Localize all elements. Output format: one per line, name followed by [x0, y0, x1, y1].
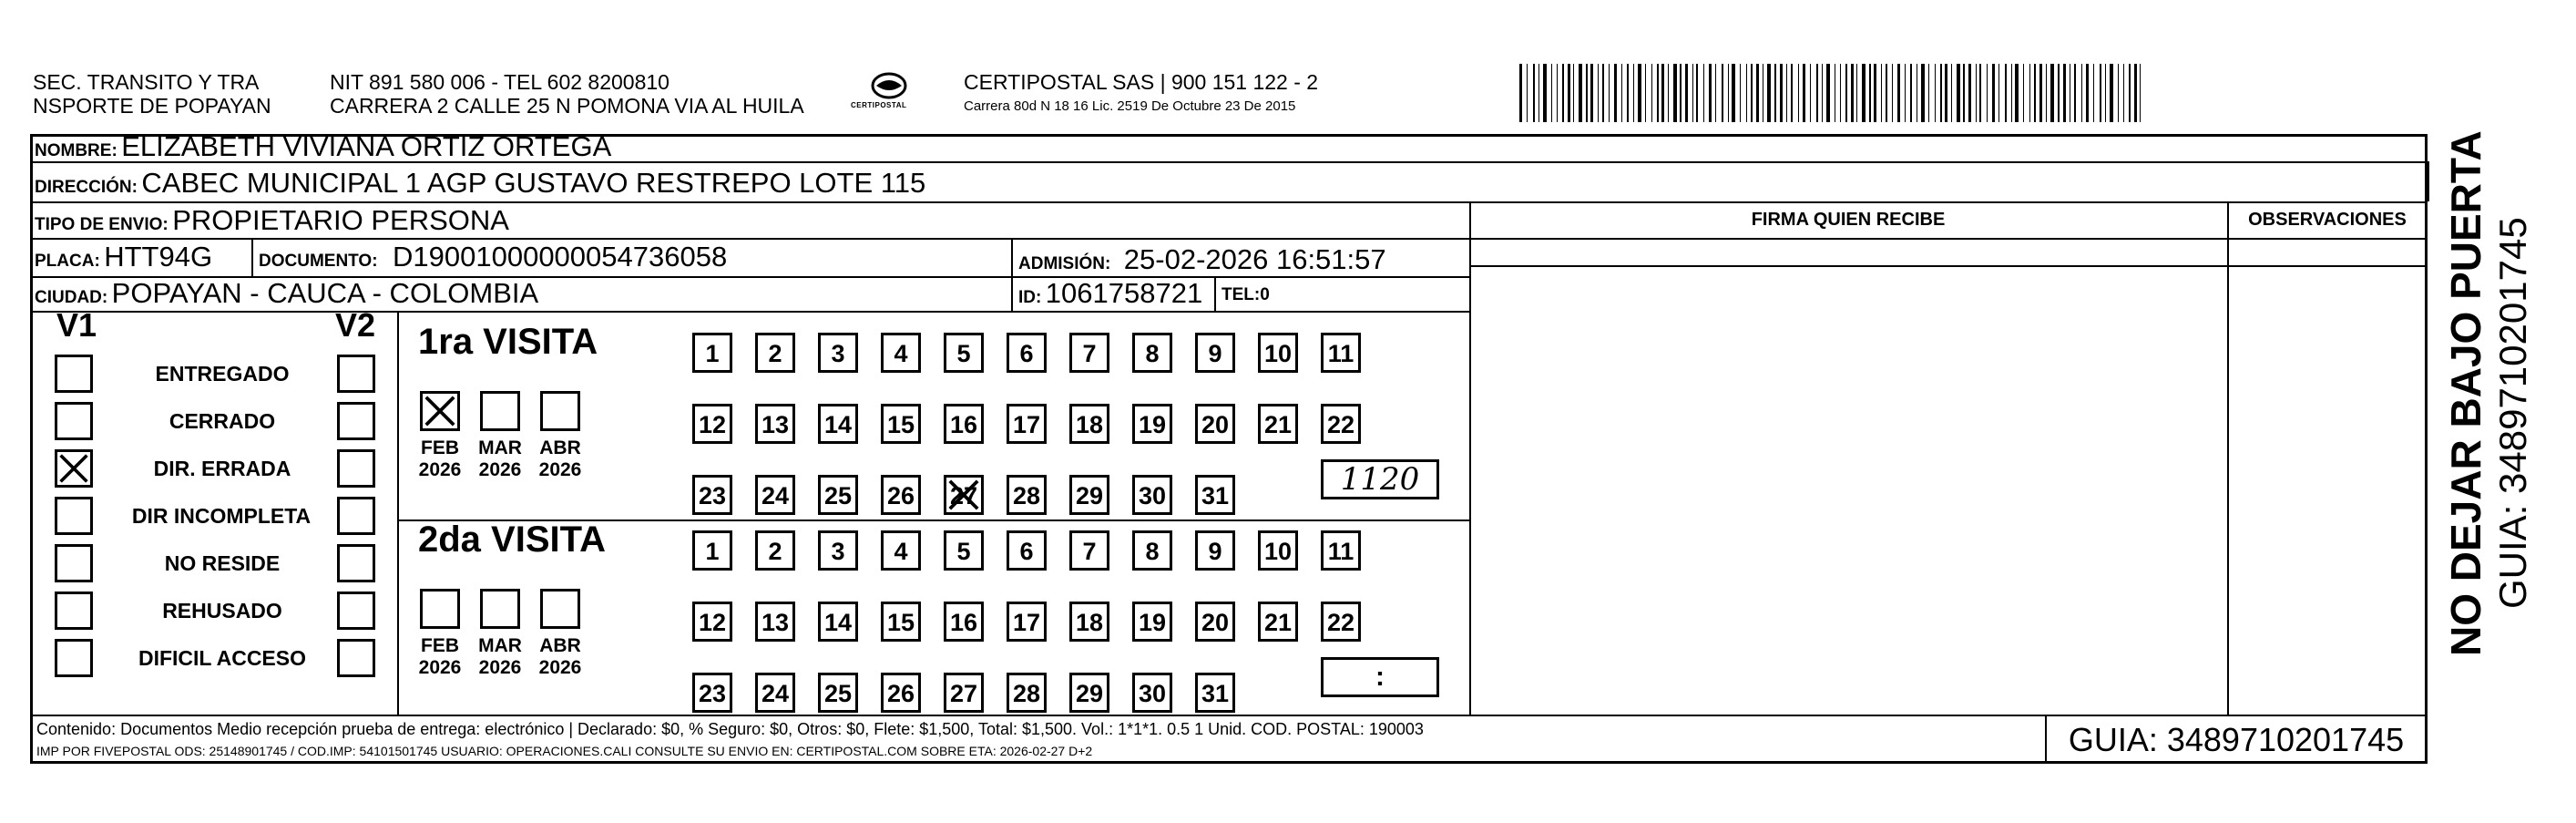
visit-2-month-abr-checkbox[interactable]: [540, 589, 580, 629]
visit-2-day-31[interactable]: 31: [1195, 673, 1235, 713]
tel-label: TEL:: [1222, 285, 1261, 304]
visit-1-title: 1ra VISITA: [418, 322, 598, 362]
visit-1-day-7[interactable]: 7: [1069, 333, 1109, 373]
visit-2-day-23[interactable]: 23: [692, 673, 732, 713]
visit-2-time-field[interactable]: [1321, 657, 1439, 697]
id-value: 1061758721: [1045, 277, 1203, 309]
id-cell: [1018, 277, 1202, 315]
visit-2-day-4[interactable]: 4: [881, 530, 921, 571]
visit-2-day-1[interactable]: 1: [692, 530, 732, 571]
courier-logo: [847, 66, 931, 120]
visit-1-year-label: 2026: [478, 459, 522, 480]
visit-1-day-29[interactable]: 29: [1069, 475, 1109, 515]
courier-name: CERTIPOSTAL SAS | 900 151 122 - 2: [964, 70, 1319, 94]
visit-2-year-label: 2026: [538, 657, 582, 678]
status-option-label: DIFICIL ACCESO: [138, 646, 306, 670]
visit-1-day-9[interactable]: 9: [1195, 333, 1235, 373]
side-guia: GUIA: 3489710201745: [2491, 217, 2534, 609]
visit-2-day-2[interactable]: 2: [755, 530, 795, 571]
visit-2-time-value: :: [1375, 662, 1385, 692]
visit-1-day-17[interactable]: 17: [1007, 404, 1047, 444]
visit-1-day-19[interactable]: 19: [1132, 404, 1172, 444]
observaciones-area[interactable]: [2230, 268, 2426, 713]
visit-1-day-21[interactable]: 21: [1258, 404, 1298, 444]
visit-1-day-8[interactable]: 8: [1132, 333, 1172, 373]
col-divider: [1469, 201, 1471, 715]
col-divider: [2227, 201, 2229, 715]
tipo-envio-row: [35, 204, 509, 242]
admision-label: ADMISIÓN:: [1018, 254, 1111, 273]
v1-checkbox[interactable]: [55, 639, 93, 677]
direccion-value: CABEC MUNICIPAL 1 AGP GUSTAVO RESTREPO LOTE 115: [141, 167, 926, 199]
visit-1-day-3[interactable]: 3: [818, 333, 858, 373]
col-divider: [2428, 161, 2429, 201]
visit-2-day-18[interactable]: 18: [1069, 602, 1109, 642]
visit-1-day-5[interactable]: 5: [944, 333, 984, 373]
visit-2-day-9[interactable]: 9: [1195, 530, 1235, 571]
visit-2-month-mar-checkbox[interactable]: [480, 589, 520, 629]
col-divider: [1011, 276, 1013, 311]
v1-checkbox[interactable]: [55, 497, 93, 535]
visit-2-day-27[interactable]: 27: [944, 673, 984, 713]
visit-1-day-4[interactable]: 4: [881, 333, 921, 373]
visit-2-day-14[interactable]: 14: [818, 602, 858, 642]
visit-2-month-label: MAR: [478, 635, 522, 656]
visit-2-day-7[interactable]: 7: [1069, 530, 1109, 571]
status-option-label: NO RESIDE: [164, 551, 281, 575]
visit-2-day-22[interactable]: 22: [1321, 602, 1361, 642]
visit-1-day-1[interactable]: 1: [692, 333, 732, 373]
visit-2-day-30[interactable]: 30: [1132, 673, 1172, 713]
visit-2-title: 2da VISITA: [418, 520, 606, 560]
visit-2-day-28[interactable]: 28: [1007, 673, 1047, 713]
visit-1-month-mar-checkbox[interactable]: [480, 391, 520, 431]
sender-line-2: NSPORTE DE POPAYAN: [33, 94, 271, 118]
visit-2-month-label: ABR: [539, 635, 581, 656]
visit-1-day-25[interactable]: 25: [818, 475, 858, 515]
visit-1-day-16[interactable]: 16: [944, 404, 984, 444]
documento-value: D19001000000054736058: [393, 241, 728, 273]
row-divider: [30, 715, 2428, 716]
visit-1-day-31[interactable]: 31: [1195, 475, 1235, 515]
visit-2-day-29[interactable]: 29: [1069, 673, 1109, 713]
visit-2-day-8[interactable]: 8: [1132, 530, 1172, 571]
visit-1-day-30[interactable]: 30: [1132, 475, 1172, 515]
visit-1-day-26[interactable]: 26: [881, 475, 921, 515]
ciudad-value: POPAYAN - CAUCA - COLOMBIA: [111, 277, 539, 309]
footer-imp-line: IMP POR FIVEPOSTAL ODS: 25148901745 / COD.IMP: 54101501745 USUARIO: OPERACIONES.CALI CONSULTE SU ENVIO EN: CERTIPOSTAL.COM SOBRE ETA: 2026-02-27 D+2: [36, 744, 1093, 758]
courier-address: Carrera 80d N 18 16 Lic. 2519 De Octubre 23 De 2015: [964, 98, 1296, 114]
firma-label: FIRMA QUIEN RECIBE: [1751, 210, 1946, 230]
v1-label: V1: [56, 306, 97, 344]
visit-1-day-13[interactable]: 13: [755, 404, 795, 444]
tel-value: 0: [1260, 285, 1270, 304]
visit-2-day-21[interactable]: 21: [1258, 602, 1298, 642]
visit-1-day-18[interactable]: 18: [1069, 404, 1109, 444]
visit-2-month-label: FEB: [421, 635, 459, 656]
visit-2-day-19[interactable]: 19: [1132, 602, 1172, 642]
id-label: ID:: [1018, 288, 1042, 307]
visit-2-day-20[interactable]: 20: [1195, 602, 1235, 642]
tel-cell: [1222, 279, 1270, 313]
tipo-envio-value: PROPIETARIO PERSONA: [172, 204, 509, 236]
v2-label: V2: [335, 306, 376, 344]
visit-2-day-11[interactable]: 11: [1321, 530, 1361, 571]
visit-2-day-5[interactable]: 5: [944, 530, 984, 571]
documento-cell: [259, 241, 727, 279]
visit-2-year-label: 2026: [418, 657, 462, 678]
footer-guia: GUIA: 3489710201745: [2068, 721, 2405, 758]
v1-checkbox[interactable]: [55, 402, 93, 440]
visit-1-day-10[interactable]: 10: [1258, 333, 1298, 373]
row-divider: [1469, 265, 2428, 267]
visit-1-day-22[interactable]: 22: [1321, 404, 1361, 444]
v2-checkbox[interactable]: [337, 449, 375, 488]
visit-2-day-13[interactable]: 13: [755, 602, 795, 642]
courier-logo-text: CERTIPOSTAL: [851, 101, 907, 109]
visit-2-day-6[interactable]: 6: [1007, 530, 1047, 571]
v1-checkbox[interactable]: [55, 355, 93, 393]
visit-1-day-23[interactable]: 23: [692, 475, 732, 515]
v1-checkbox-checked[interactable]: [55, 449, 93, 488]
v2-checkbox[interactable]: [337, 355, 375, 393]
v2-checkbox[interactable]: [337, 592, 375, 630]
visit-1-day-24[interactable]: 24: [755, 475, 795, 515]
visit-1-month-abr-checkbox[interactable]: [540, 391, 580, 431]
v2-checkbox[interactable]: [337, 544, 375, 582]
v2-checkbox[interactable]: [337, 497, 375, 535]
barcode: [1518, 64, 2144, 122]
visit-1-time-field[interactable]: [1321, 459, 1439, 499]
visit-1-day-28[interactable]: 28: [1007, 475, 1047, 515]
nombre-label: NOMBRE:: [35, 141, 118, 160]
direccion-row: [35, 167, 925, 205]
visit-2-day-26[interactable]: 26: [881, 673, 921, 713]
status-option-label: ENTREGADO: [155, 362, 290, 386]
visit-2-day-10[interactable]: 10: [1258, 530, 1298, 571]
visit-2-day-15[interactable]: 15: [881, 602, 921, 642]
visit-1-month-label: FEB: [421, 437, 459, 458]
admision-cell: [1018, 243, 1386, 282]
ciudad-cell: [35, 277, 538, 315]
visit-1-day-11[interactable]: 11: [1321, 333, 1361, 373]
visit-2-day-17[interactable]: 17: [1007, 602, 1047, 642]
observaciones-label: OBSERVACIONES: [2248, 210, 2407, 230]
visit-2-day-24[interactable]: 24: [755, 673, 795, 713]
footer-contenido: Contenido: Documentos Medio recepción prueba de entrega: electrónico | Declarado: $0, % Seguro: $0, Otros: $0, Flete: $1,500, Total: $1,500. Vol.: 1*1*1. 0.5 1 Unid. COD. POSTAL: 190003: [36, 720, 1424, 738]
visit-2-day-3[interactable]: 3: [818, 530, 858, 571]
v2-checkbox[interactable]: [337, 639, 375, 677]
status-option-label: REHUSADO: [162, 599, 282, 622]
visit-1-day-14[interactable]: 14: [818, 404, 858, 444]
visit-2-month-feb-checkbox[interactable]: [420, 589, 460, 629]
visit-1-year-label: 2026: [418, 459, 462, 480]
visit-2-year-label: 2026: [478, 657, 522, 678]
visit-2-day-25[interactable]: 25: [818, 673, 858, 713]
placa-label: PLACA:: [35, 252, 100, 271]
admision-value: 25-02-2026 16:51:57: [1123, 243, 1386, 275]
v1-checkbox[interactable]: [55, 592, 93, 630]
visit-2-day-16[interactable]: 16: [944, 602, 984, 642]
nombre-value: ELIZABETH VIVIANA ORTIZ ORTEGA: [121, 130, 612, 162]
status-option-label: DIR. ERRADA: [153, 457, 291, 480]
visit-1-day-12[interactable]: 12: [692, 404, 732, 444]
visit-1-year-label: 2026: [538, 459, 582, 480]
placa-value: HTT94G: [104, 241, 213, 273]
visit-1-month-feb-checkbox[interactable]: [420, 391, 460, 431]
ciudad-label: CIUDAD:: [35, 288, 108, 307]
v2-checkbox[interactable]: [337, 402, 375, 440]
tipo-envio-label: TIPO DE ENVIO:: [35, 215, 169, 234]
col-divider: [251, 238, 253, 276]
visit-1-day-2[interactable]: 2: [755, 333, 795, 373]
visit-1-day-20[interactable]: 20: [1195, 404, 1235, 444]
signature-area[interactable]: [1472, 268, 2225, 713]
visit-1-time-value: 1120: [1340, 461, 1420, 498]
status-option-label: DIR INCOMPLETA: [131, 504, 312, 528]
sender-line-1: SEC. TRANSITO Y TRA: [33, 70, 260, 94]
v1-checkbox[interactable]: [55, 544, 93, 582]
placa-cell: [35, 241, 212, 279]
col-divider: [397, 311, 399, 715]
direccion-label: DIRECCIÓN:: [35, 178, 138, 197]
nombre-row: [35, 130, 611, 169]
no-dejar-bajo-puerta: NO DEJAR BAJO PUERTA: [2442, 130, 2489, 656]
visit-1-month-label: ABR: [539, 437, 581, 458]
sender-address: CARRERA 2 CALLE 25 N POMONA VIA AL HUILA: [330, 94, 804, 118]
visit-1-day-6[interactable]: 6: [1007, 333, 1047, 373]
visit-1-month-label: MAR: [478, 437, 522, 458]
sender-nit: NIT 891 580 006 - TEL 602 8200810: [330, 70, 670, 94]
status-option-label: CERRADO: [169, 409, 276, 433]
documento-label: DOCUMENTO:: [259, 252, 378, 271]
visit-1-day-27[interactable]: 27: [944, 475, 984, 515]
col-divider: [1011, 238, 1013, 276]
visit-2-day-12[interactable]: 12: [692, 602, 732, 642]
visit-1-day-15[interactable]: 15: [881, 404, 921, 444]
